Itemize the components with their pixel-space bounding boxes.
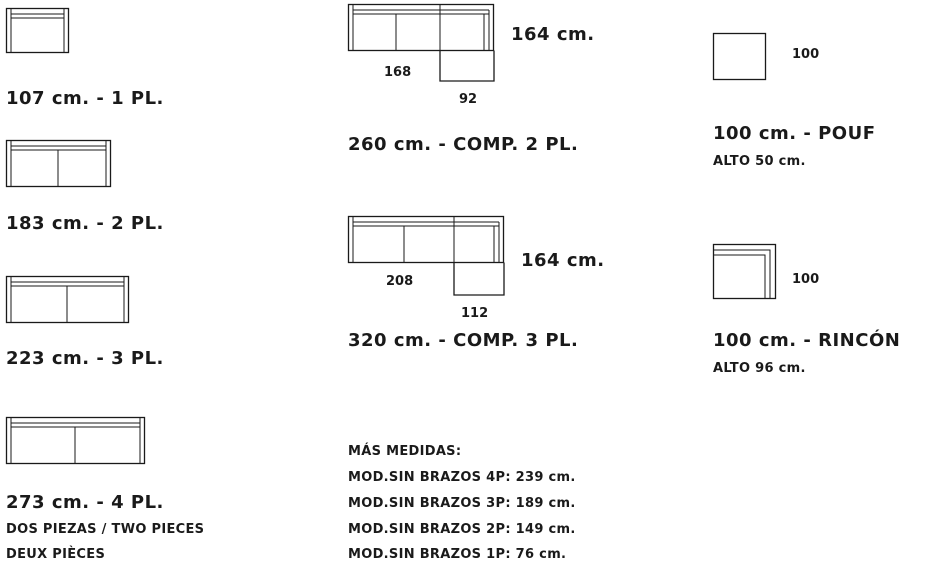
- extras-item-3: MOD.SIN BRAZOS 2P: 149 cm.: [348, 522, 576, 537]
- extras-title: MÁS MEDIDAS:: [348, 444, 462, 459]
- sofa-1-label: 107 cm. - 1 PL.: [6, 88, 164, 109]
- comp-3-width-a: 208: [386, 274, 414, 289]
- corner-size: 100: [792, 272, 820, 287]
- sofa-2-label: 183 cm. - 2 PL.: [6, 213, 164, 234]
- extras-item-4: MOD.SIN BRAZOS 1P: 76 cm.: [348, 547, 567, 562]
- pouf-drawing: [713, 33, 767, 81]
- corner-label: 100 cm. - RINCÓN: [713, 330, 901, 351]
- sofa-3-label: 223 cm. - 3 PL.: [6, 348, 164, 369]
- extras-item-2: MOD.SIN BRAZOS 3P: 189 cm.: [348, 496, 576, 511]
- sofa-2-seat-drawing: [6, 140, 112, 188]
- comp-3-width-b: 112: [461, 306, 489, 321]
- comp-2-width-a: 168: [384, 65, 412, 80]
- pouf-label: 100 cm. - POUF: [713, 123, 876, 144]
- comp-3-label: 320 cm. - COMP. 3 PL.: [348, 330, 579, 351]
- comp-2-width-b: 92: [459, 92, 478, 107]
- comp-2-label: 260 cm. - COMP. 2 PL.: [348, 134, 579, 155]
- pouf-height: ALTO 50 cm.: [713, 154, 806, 169]
- sofa-4-note-1: DOS PIEZAS / TWO PIECES: [6, 522, 205, 537]
- corner-drawing: [713, 244, 777, 300]
- sofa-1-seat-drawing: [6, 8, 70, 54]
- sofa-4-note-2: DEUX PIÈCES: [6, 547, 106, 562]
- sofa-4-label: 273 cm. - 4 PL.: [6, 492, 164, 513]
- corner-height: ALTO 96 cm.: [713, 361, 806, 376]
- sofa-4-seat-drawing: [6, 417, 146, 465]
- extras-item-1: MOD.SIN BRAZOS 4P: 239 cm.: [348, 470, 576, 485]
- sofa-3-seat-drawing: [6, 276, 130, 324]
- comp-3-seat-drawing: [348, 216, 506, 298]
- comp-2-seat-drawing: [348, 4, 496, 84]
- comp-2-depth: 164 cm.: [511, 24, 595, 45]
- pouf-size: 100: [792, 47, 820, 62]
- comp-3-depth: 164 cm.: [521, 250, 605, 271]
